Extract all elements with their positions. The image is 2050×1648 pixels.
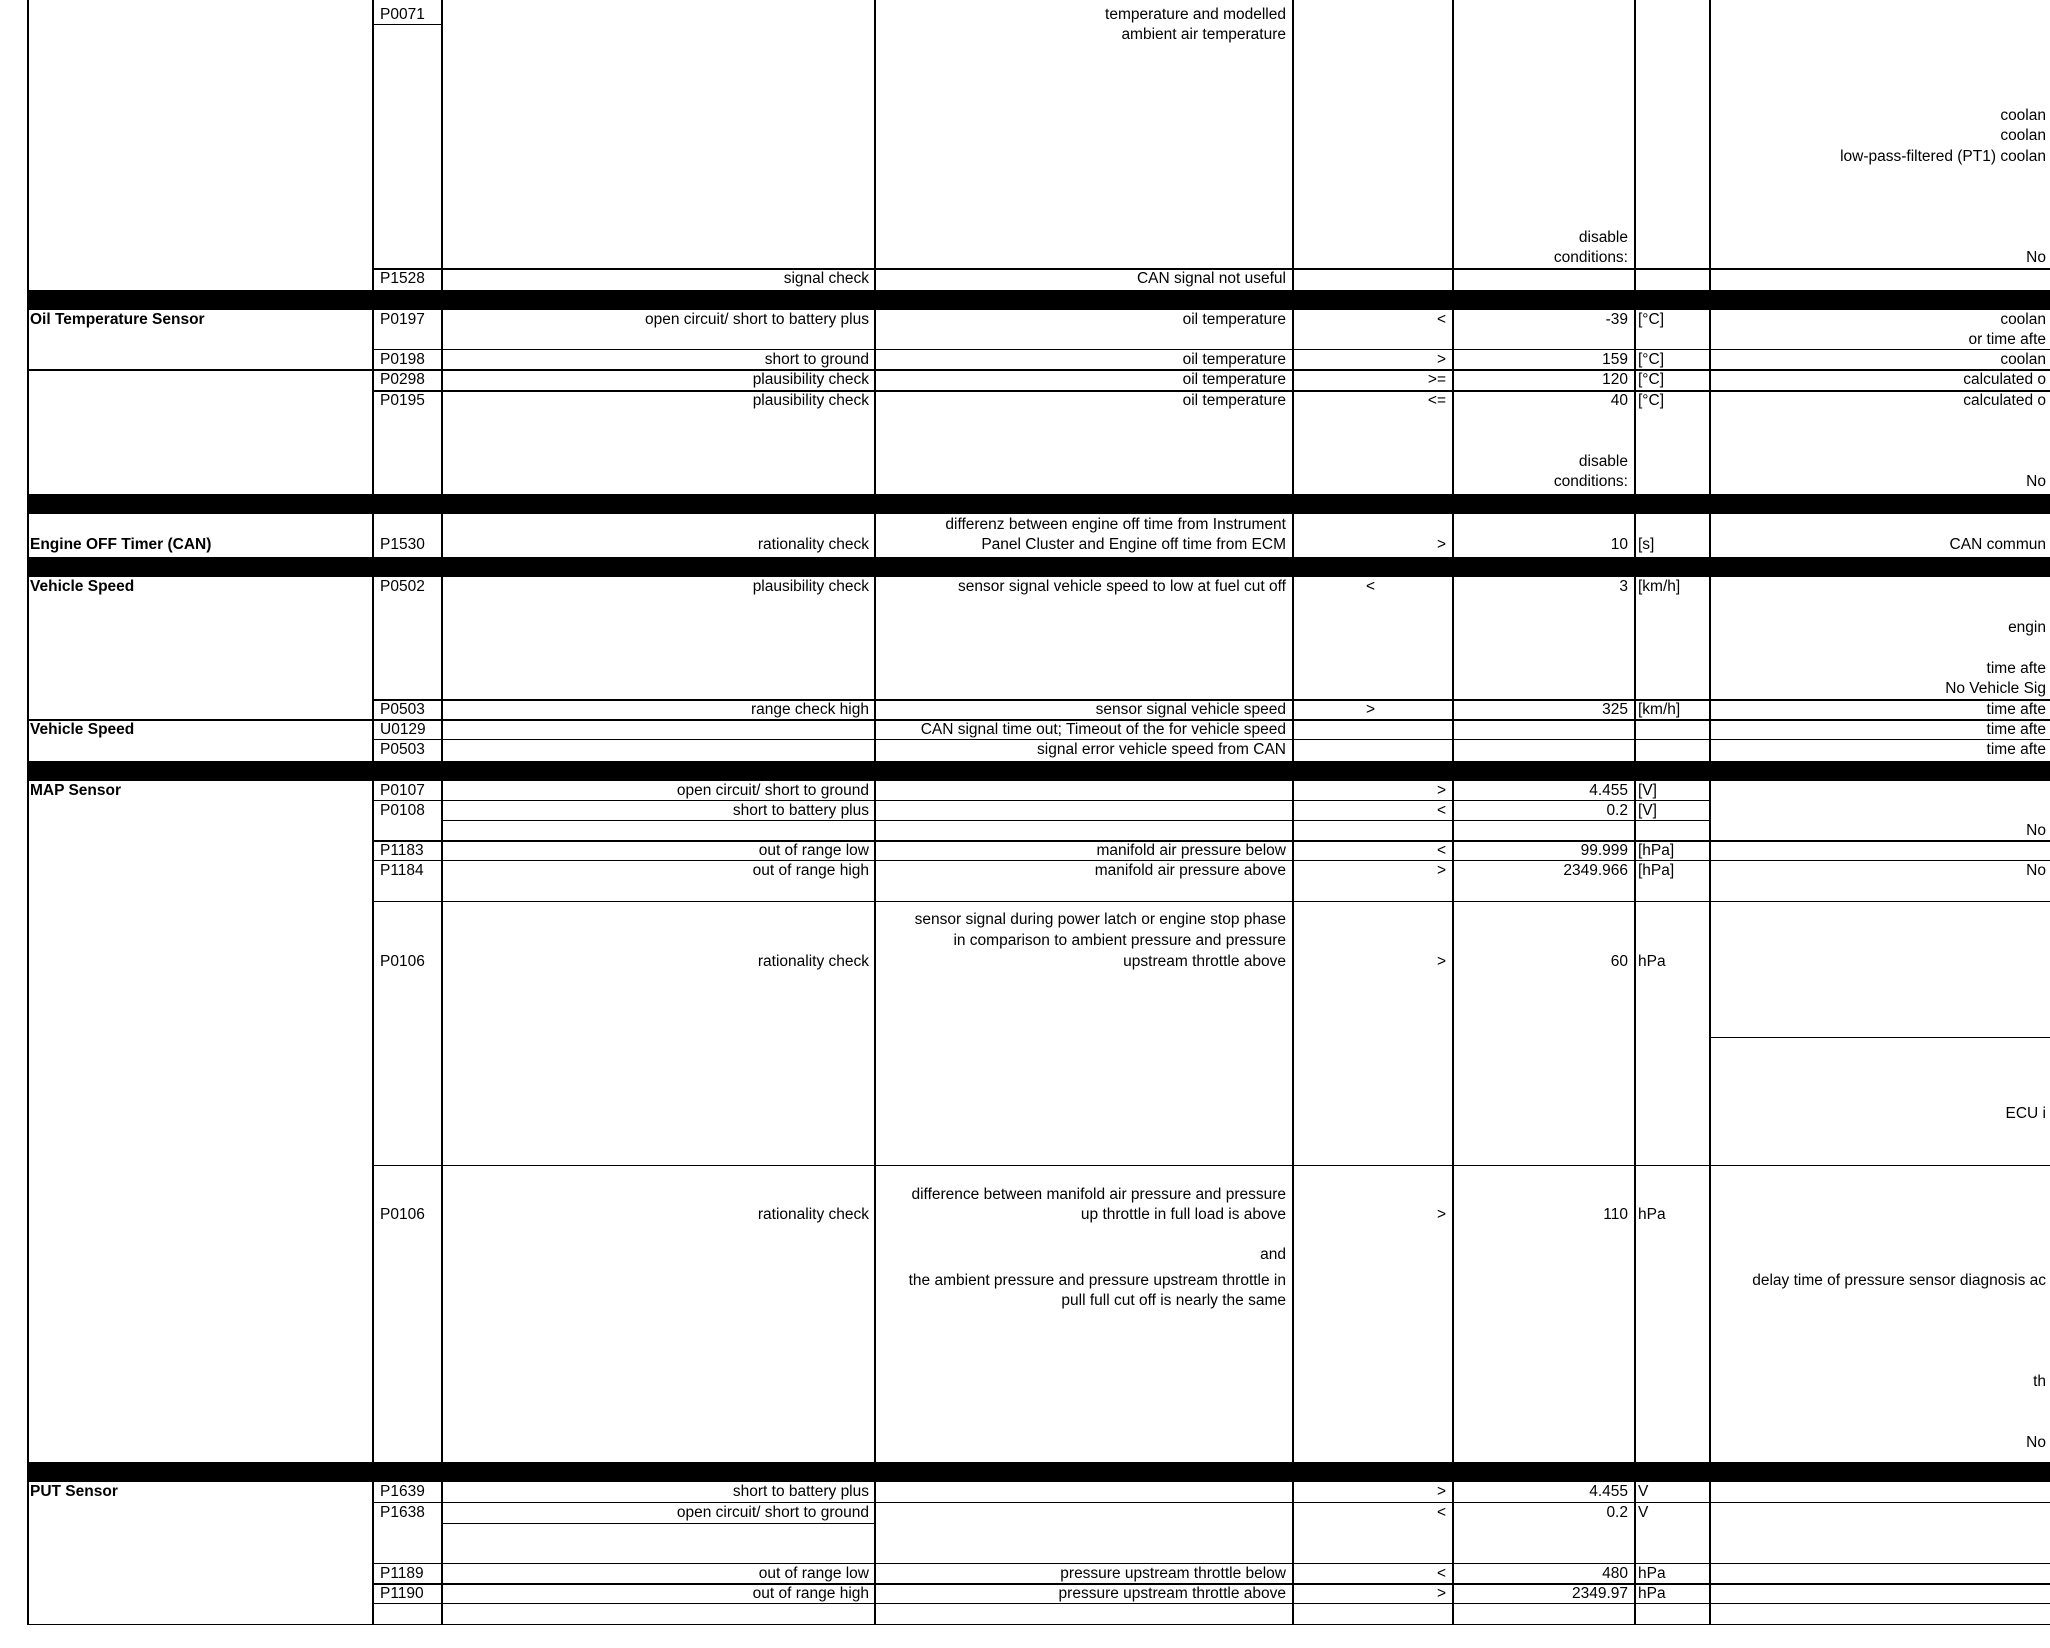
table-cell: differenz between engine off time from Instrument xyxy=(945,516,1286,533)
table-cell: P0502 xyxy=(380,578,425,595)
table-cell: time afte xyxy=(1986,660,2046,677)
table-cell: U0129 xyxy=(380,721,426,738)
table-cell: time afte xyxy=(1986,721,2046,738)
table-cell: signal error vehicle speed from CAN xyxy=(1037,741,1286,758)
table-cell: low-pass-filtered (PT1) coolan xyxy=(1840,148,2046,165)
table-cell: 2349.966 xyxy=(1563,862,1628,879)
table-cell: P0071 xyxy=(380,6,425,23)
col-rule-threshold xyxy=(1634,0,1636,1625)
table-cell: temperature and modelled xyxy=(1105,6,1286,23)
table-cell: pressure upstream throttle below xyxy=(1060,1565,1286,1582)
table-cell: calculated o xyxy=(1963,371,2046,388)
table-cell: upstream throttle above xyxy=(1123,953,1286,970)
row-rule xyxy=(1709,1037,2050,1038)
table-cell: [V] xyxy=(1638,782,1657,799)
table-cell: 325 xyxy=(1602,701,1628,718)
group-label: MAP Sensor xyxy=(30,782,122,799)
table-cell: P0106 xyxy=(380,1206,425,1223)
table-cell: 60 xyxy=(1610,953,1628,970)
table-cell: 99.999 xyxy=(1580,842,1628,859)
table-cell: [°C] xyxy=(1638,371,1665,388)
table-cell: th xyxy=(2033,1373,2046,1390)
table-cell: calculated o xyxy=(1963,392,2046,409)
table-cell: > xyxy=(1436,1483,1446,1500)
table-cell: P0503 xyxy=(380,701,425,718)
group-label: PUT Sensor xyxy=(30,1483,118,1500)
table-cell: manifold air pressure below xyxy=(1096,842,1286,859)
col-rule-check xyxy=(874,0,876,1625)
table-cell: hPa xyxy=(1638,953,1666,970)
table-cell: > xyxy=(1436,351,1446,368)
table-cell: plausibility check xyxy=(752,371,869,388)
table-cell: engin xyxy=(2008,619,2046,636)
table-cell: [hPa] xyxy=(1638,842,1675,859)
table-cell: sensor signal vehicle speed xyxy=(1095,701,1286,718)
table-cell: P0503 xyxy=(380,741,425,758)
table-cell: 480 xyxy=(1602,1565,1628,1582)
group-label: Oil Temperature Sensor xyxy=(30,311,205,328)
table-cell: in comparison to ambient pressure and pressure xyxy=(953,932,1286,949)
table-bottom-rule xyxy=(27,1624,2050,1625)
table-cell: [°C] xyxy=(1638,392,1665,409)
table-cell: [°C] xyxy=(1638,311,1665,328)
section-band xyxy=(27,761,2050,781)
table-cell: 2349.97 xyxy=(1571,1585,1628,1602)
table-cell: P1528 xyxy=(380,270,425,287)
table-cell: 0.2 xyxy=(1606,802,1628,819)
table-cell: hPa xyxy=(1638,1585,1666,1602)
table-cell: P1190 xyxy=(380,1585,424,1602)
table-cell: P0107 xyxy=(380,782,425,799)
table-cell: plausibility check xyxy=(752,578,869,595)
table-cell: coolan xyxy=(2000,311,2046,328)
table-cell: disable xyxy=(1578,229,1628,246)
group-label: Engine OFF Timer (CAN) xyxy=(30,536,212,553)
table-cell: conditions: xyxy=(1553,249,1628,266)
table-cell: 159 xyxy=(1602,351,1628,368)
table-cell: [V] xyxy=(1638,802,1657,819)
table-cell: pressure upstream throttle above xyxy=(1058,1585,1286,1602)
table-cell: V xyxy=(1638,1483,1649,1500)
table-cell: short to ground xyxy=(764,351,869,368)
table-cell: 3 xyxy=(1619,578,1628,595)
table-cell: > xyxy=(1436,1206,1446,1223)
table-cell: up throttle in full load is above xyxy=(1080,1206,1286,1223)
table-cell: P0198 xyxy=(380,351,425,368)
table-cell: < xyxy=(1436,842,1446,859)
table-cell: plausibility check xyxy=(752,392,869,409)
table-cell: [hPa] xyxy=(1638,862,1675,879)
table-cell: coolan xyxy=(2000,127,2046,144)
table-cell: 120 xyxy=(1602,371,1628,388)
section-band xyxy=(27,494,2050,514)
table-cell: time afte xyxy=(1986,701,2046,718)
table-cell: 40 xyxy=(1610,392,1628,409)
table-cell: oil temperature xyxy=(1182,392,1286,409)
table-cell: 110 xyxy=(1603,1206,1628,1223)
table-cell: sensor signal vehicle speed to low at fuel cut off xyxy=(958,578,1286,595)
table-cell: difference between manifold air pressure and pressure xyxy=(911,1186,1286,1203)
table-cell: open circuit/ short to ground xyxy=(676,1504,869,1521)
table-cell: > xyxy=(1365,701,1376,718)
table-cell: No xyxy=(2026,862,2046,879)
table-cell: > xyxy=(1436,1585,1446,1602)
row-rule xyxy=(372,901,2050,902)
table-cell: disable xyxy=(1578,453,1628,470)
table-cell: and xyxy=(1260,1246,1286,1263)
table-cell: [s] xyxy=(1638,536,1655,553)
table-cell: sensor signal during power latch or engine stop phase xyxy=(914,911,1286,928)
table-cell: short to battery plus xyxy=(732,1483,869,1500)
table-cell: rationality check xyxy=(757,1206,869,1223)
table-cell: P0197 xyxy=(380,311,425,328)
table-cell: ECU i xyxy=(2005,1105,2046,1122)
table-cell: < xyxy=(1436,802,1446,819)
table-cell: coolan xyxy=(2000,351,2046,368)
table-cell: CAN signal time out; Timeout of the for vehicle speed xyxy=(920,721,1286,738)
table-cell: < xyxy=(1365,578,1376,595)
table-cell: P0195 xyxy=(380,392,425,409)
table-cell: manifold air pressure above xyxy=(1094,862,1286,879)
table-cell: short to battery plus xyxy=(732,802,869,819)
table-cell: [km/h] xyxy=(1638,701,1681,718)
row-rule xyxy=(372,1165,2050,1166)
table-cell: hPa xyxy=(1638,1206,1666,1223)
table-cell: range check high xyxy=(750,701,869,718)
table-cell: [°C] xyxy=(1638,351,1665,368)
table-cell: No xyxy=(2026,1434,2046,1451)
table-cell: open circuit/ short to ground xyxy=(676,782,869,799)
table-cell: Panel Cluster and Engine off time from ECM xyxy=(981,536,1286,553)
col-rule-param xyxy=(1292,0,1294,1625)
col-rule-operator xyxy=(1452,0,1454,1625)
table-cell: out of range low xyxy=(758,1565,869,1582)
table-cell: rationality check xyxy=(757,953,869,970)
table-cell: > xyxy=(1436,862,1446,879)
col-rule-left xyxy=(27,0,29,1625)
table-cell: ambient air temperature xyxy=(1121,26,1286,43)
table-cell: P1530 xyxy=(380,536,425,553)
table-cell: CAN signal not useful xyxy=(1136,270,1286,287)
section-band xyxy=(27,557,2050,577)
row-rule xyxy=(441,1523,875,1524)
table-cell: coolan xyxy=(2000,107,2046,124)
table-cell: < xyxy=(1436,1565,1446,1582)
table-cell: V xyxy=(1638,1504,1649,1521)
table-cell: out of range high xyxy=(752,1585,869,1602)
table-cell: [km/h] xyxy=(1638,578,1681,595)
table-cell: the ambient pressure and pressure upstream throttle in xyxy=(908,1272,1286,1289)
table-cell: < xyxy=(1436,1504,1446,1521)
table-cell: > xyxy=(1436,953,1446,970)
table-cell: <= xyxy=(1427,392,1446,409)
table-cell: P1639 xyxy=(380,1483,425,1500)
table-cell: P0106 xyxy=(380,953,425,970)
table-cell: CAN commun xyxy=(1949,536,2046,553)
table-cell: oil temperature xyxy=(1182,351,1286,368)
table-cell: No xyxy=(2026,473,2046,490)
table-cell: delay time of pressure sensor diagnosis ac xyxy=(1752,1272,2046,1289)
table-cell: 4.455 xyxy=(1589,782,1628,799)
table-cell: oil temperature xyxy=(1182,311,1286,328)
table-cell: < xyxy=(1436,311,1446,328)
table-cell: 10 xyxy=(1610,536,1628,553)
table-cell: P1184 xyxy=(380,862,424,879)
table-cell: No xyxy=(2026,822,2046,839)
section-band xyxy=(27,1462,2050,1482)
table-cell: >= xyxy=(1427,371,1446,388)
table-cell: hPa xyxy=(1638,1565,1666,1582)
table-cell: conditions: xyxy=(1553,473,1628,490)
table-cell: or time afte xyxy=(1968,331,2046,348)
table-cell: signal check xyxy=(783,270,869,287)
table-cell: No xyxy=(2026,249,2046,266)
group-label: Vehicle Speed xyxy=(30,721,135,738)
table-cell: No Vehicle Sig xyxy=(1945,680,2046,697)
group-label: Vehicle Speed xyxy=(30,578,135,595)
table-cell: out of range high xyxy=(752,862,869,879)
table-cell: oil temperature xyxy=(1182,371,1286,388)
table-cell: open circuit/ short to battery plus xyxy=(644,311,869,328)
table-cell: P1638 xyxy=(380,1504,425,1521)
table-cell: 0.2 xyxy=(1606,1504,1628,1521)
section-band xyxy=(27,290,2050,310)
col-rule-group xyxy=(372,0,374,1625)
table-cell: 4.455 xyxy=(1589,1483,1628,1500)
table-cell: > xyxy=(1436,782,1446,799)
table-cell: > xyxy=(1436,536,1446,553)
table-cell: time afte xyxy=(1986,741,2046,758)
table-cell: -39 xyxy=(1605,311,1628,328)
table-cell: out of range low xyxy=(758,842,869,859)
table-cell: P1183 xyxy=(380,842,424,859)
table-cell: P0298 xyxy=(380,371,425,388)
table-cell: rationality check xyxy=(757,536,869,553)
table-cell: P0108 xyxy=(380,802,425,819)
table-cell: pull full cut off is nearly the same xyxy=(1061,1292,1286,1309)
table-cell: P1189 xyxy=(380,1565,424,1582)
